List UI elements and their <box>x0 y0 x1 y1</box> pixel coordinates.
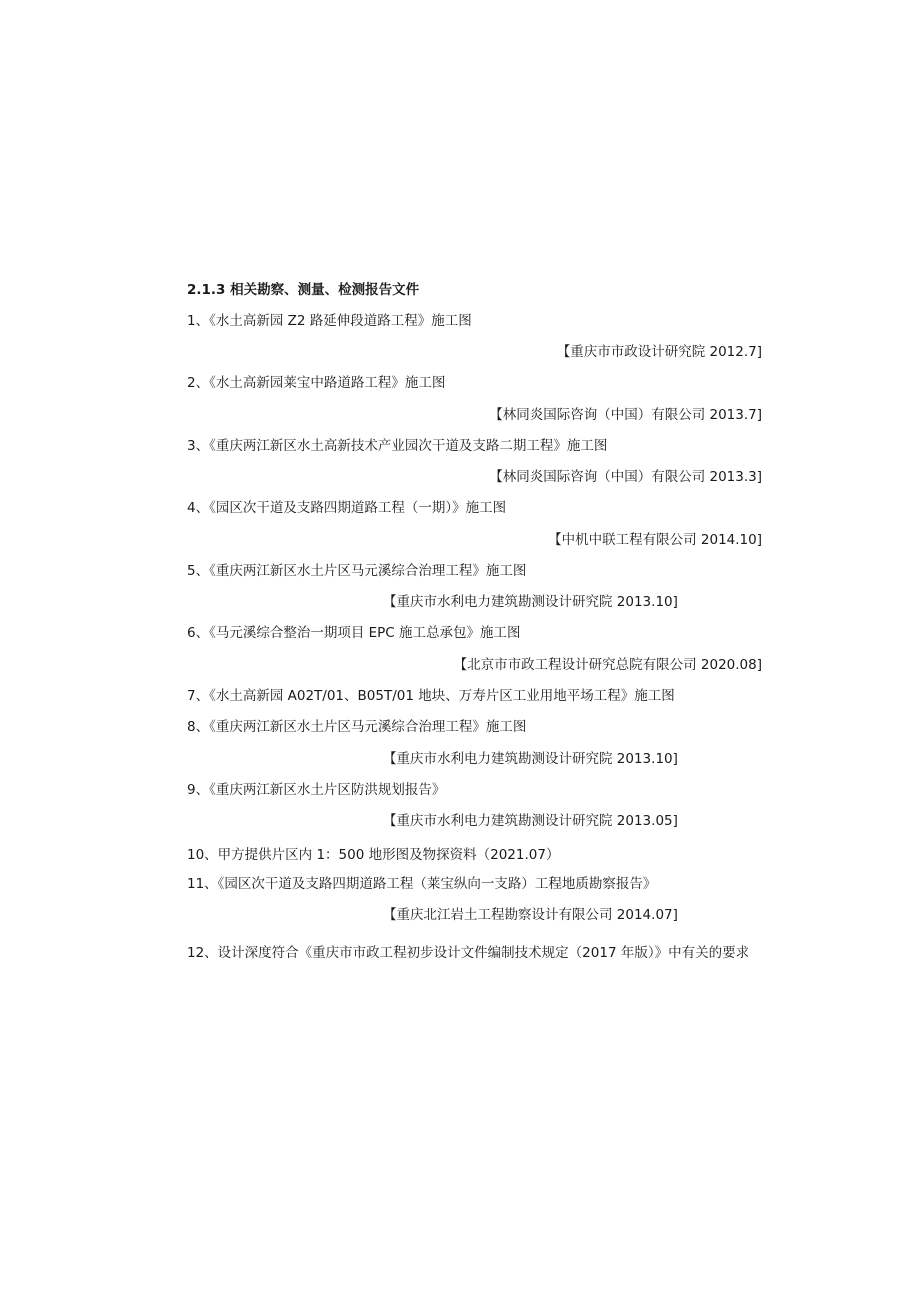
list-item-source: 【林同炎国际咨询（中国）有限公司 2013.7] <box>489 407 762 423</box>
list-item: 12、设计深度符合《重庆市市政工程初步设计文件编制技术规定（2017 年版）》中有关的要求 <box>187 945 750 961</box>
list-item: 4、《园区次干道及支路四期道路工程（一期）》施工图 <box>187 500 507 516</box>
list-item: 6、《马元溪综合整治一期项目 EPC 施工总承包》施工图 <box>187 625 521 641</box>
list-item: 2、《水土高新园莱宝中路道路工程》施工图 <box>187 375 446 391</box>
list-item: 10、甲方提供片区内 1：500 地形图及物探资料（2021.07） <box>187 847 560 863</box>
list-item-source: 【重庆市水利电力建筑勘测设计研究院 2013.10] <box>383 594 678 610</box>
list-item-source: 【重庆北江岩土工程勘察设计有限公司 2014.07] <box>383 907 678 923</box>
list-item: 8、《重庆两江新区水土片区马元溪综合治理工程》施工图 <box>187 719 527 735</box>
list-item-source: 【北京市市政工程设计研究总院有限公司 2020.08] <box>453 657 762 673</box>
list-item: 9、《重庆两江新区水土片区防洪规划报告》 <box>187 782 446 798</box>
list-item: 7、《水土高新园 A02T/01、B05T/01 地块、万寿片区工业用地平场工程》施工图 <box>187 688 675 704</box>
list-item: 11、《园区次干道及支路四期道路工程（莱宝纵向一支路）工程地质勘察报告》 <box>187 876 657 892</box>
list-item: 5、《重庆两江新区水土片区马元溪综合治理工程》施工图 <box>187 563 527 579</box>
list-item-source: 【林同炎国际咨询（中国）有限公司 2013.3] <box>489 469 762 485</box>
list-item-source: 【中机中联工程有限公司 2014.10] <box>548 532 762 548</box>
list-item: 1、《水土高新园 Z2 路延伸段道路工程》施工图 <box>187 313 472 329</box>
list-item-source: 【重庆市水利电力建筑勘测设计研究院 2013.05] <box>383 813 678 829</box>
list-item-source: 【重庆市市政设计研究院 2012.7] <box>556 344 762 360</box>
list-item: 3、《重庆两江新区水土高新技术产业园次干道及支路二期工程》施工图 <box>187 438 608 454</box>
list-item-source: 【重庆市水利电力建筑勘测设计研究院 2013.10] <box>383 751 678 767</box>
section-heading: 2.1.3 相关勘察、测量、检测报告文件 <box>187 282 420 298</box>
